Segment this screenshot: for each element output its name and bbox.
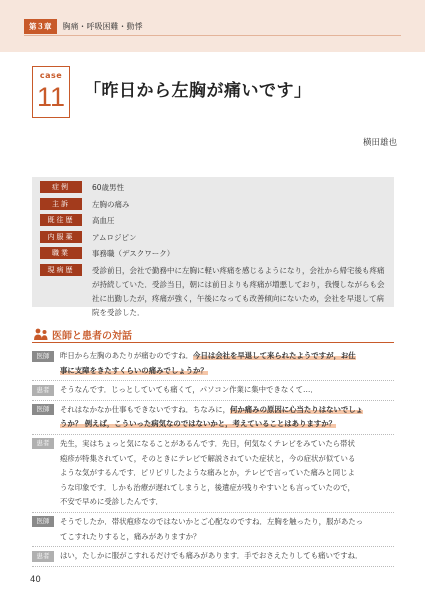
utterance-text: そうなんです．じっとしていても痛くて，パソコン作業に集中できなくて…．	[60, 385, 318, 395]
highlighted-text: 今日は会社を早退して来られたようですが，お仕	[193, 351, 356, 360]
case-label: case	[39, 71, 63, 80]
utterance	[60, 515, 394, 544]
utterance-text: てこすれたりすると，痛みがありますか？	[60, 531, 201, 541]
speaker-badge: 医師	[32, 351, 54, 362]
profile-row	[40, 198, 386, 211]
utterance-line	[60, 466, 394, 481]
profile-value: アムロジピン	[92, 232, 137, 242]
utterance-line	[60, 549, 394, 564]
utterance-text: 不安で早めに受診したんです．	[60, 497, 163, 507]
profile-label: 症例	[40, 181, 82, 193]
utterance-line	[60, 452, 394, 467]
utterance-text: それはなかなか仕事もできないですね．ちなみに，	[60, 404, 230, 414]
profile-label: 既往歴	[40, 214, 82, 226]
profile-label: 主訴	[40, 198, 82, 210]
highlighted-text: 何か痛みの原因に心当たりはないでしょ	[230, 404, 364, 414]
dialog-heading-text: 医師と患者の対話	[52, 331, 132, 342]
utterance-text: はい，たしかに服がこすれるだけでも痛みがあります．手でおさえたりしても痛いですね．	[60, 551, 363, 561]
profile-row	[40, 247, 386, 260]
utterance-line	[60, 383, 394, 398]
doctor-turn	[32, 347, 394, 381]
speaker-badge: 患者	[32, 438, 54, 449]
utterance-line	[60, 495, 394, 510]
profile-value-line: 社に出勤したが，疼痛が強く，午後になっても改善傾向にないため，会社を早退して病	[92, 293, 385, 303]
profile-value-line: 院を受診した．	[92, 307, 145, 317]
author-name: 横田雄也	[362, 138, 397, 148]
profile-value-line: 受診前日，会社で勤務中に左胸に軽い疼痛を感じるようになり，会社から帰宅後も疼痛	[92, 265, 385, 275]
profile-row	[40, 264, 386, 320]
utterance-line	[60, 403, 394, 418]
profile-row	[40, 181, 386, 194]
profile-value: 左胸の痛み	[92, 199, 130, 209]
profile-value: 60歳男性	[92, 183, 125, 192]
utterance-text: 昨日から左胸のあたりが痛むのですね．	[60, 351, 194, 360]
case-title: 「昨日から左胸が痛いです」	[84, 81, 312, 101]
patient-turn	[32, 547, 394, 567]
speaker-badge: 患者	[32, 551, 54, 562]
chapter-title: 胸痛・呼吸困難・動悸	[62, 22, 143, 31]
patient-turn	[32, 381, 394, 401]
patient-turn	[32, 435, 394, 513]
speaker-badge: 医師	[32, 404, 54, 415]
doctor-patient-icon	[34, 328, 48, 340]
utterance-line	[60, 530, 394, 545]
utterance-text: 先生，実はちょっと気になることがあるんです．先日，何気なくテレビをみていたら帯状	[60, 438, 355, 448]
profile-label: 現病歴	[40, 264, 82, 276]
highlighted-text: うか？ 例えば，こういった病気なのではないかと，考えていることはありますか？	[60, 419, 337, 429]
chapter-header	[24, 18, 401, 36]
dialog-section	[32, 347, 394, 567]
dialog-heading	[32, 325, 394, 343]
profile-label: 内服薬	[40, 231, 82, 243]
profile-value	[92, 264, 386, 320]
profile-row	[40, 214, 386, 227]
utterance-line	[60, 437, 394, 452]
profile-label: 職業	[40, 247, 82, 259]
utterance-text: うな印象です．しかも治療が遅れてしまうと，後遺症が残りやすいとも言っていたので，	[60, 482, 355, 492]
profile-row	[40, 231, 386, 244]
profile-value: 事務職（デスクワーク）	[92, 249, 175, 258]
speaker-badge: 医師	[32, 516, 54, 527]
utterance-text: 疱疹が特集されていて，そのときにテレビで解説されていた症状と，今の症状が似ている	[60, 453, 356, 463]
page-number: 40	[30, 575, 41, 585]
utterance	[60, 349, 394, 378]
utterance-text: ような気がするんです．ピリピリしたような痛みとか，テレビで言っていた痛みと同じよ	[60, 468, 355, 478]
chapter-tag: 第３章	[24, 19, 57, 34]
doctor-turn	[32, 513, 394, 547]
utterance-line	[60, 364, 394, 379]
case-profile-box	[32, 177, 394, 317]
doctor-turn	[32, 401, 394, 435]
case-number-box	[32, 66, 70, 118]
utterance	[60, 437, 394, 510]
utterance-text: そうでしたか．帯状疱疹なのではないかとご心配なのですね．左胸を触ったり，服があたっ	[60, 516, 364, 526]
case-title-row	[24, 62, 401, 120]
case-number: 11	[36, 82, 66, 112]
utterance	[60, 549, 394, 564]
profile-value-line: が持続していた．受診当日，朝には前日よりも疼痛が増悪しており，我慢しながらも会	[92, 279, 385, 289]
profile-value: 高血圧	[92, 216, 115, 225]
utterance	[60, 403, 394, 432]
highlighted-text: 事に支障をきたすくらいの痛みでしょうか？	[60, 365, 208, 375]
utterance-line	[60, 417, 394, 432]
utterance	[60, 383, 394, 398]
utterance-line	[60, 481, 394, 496]
utterance-line	[60, 349, 394, 364]
speaker-badge: 患者	[32, 385, 54, 396]
utterance-line	[60, 515, 394, 530]
